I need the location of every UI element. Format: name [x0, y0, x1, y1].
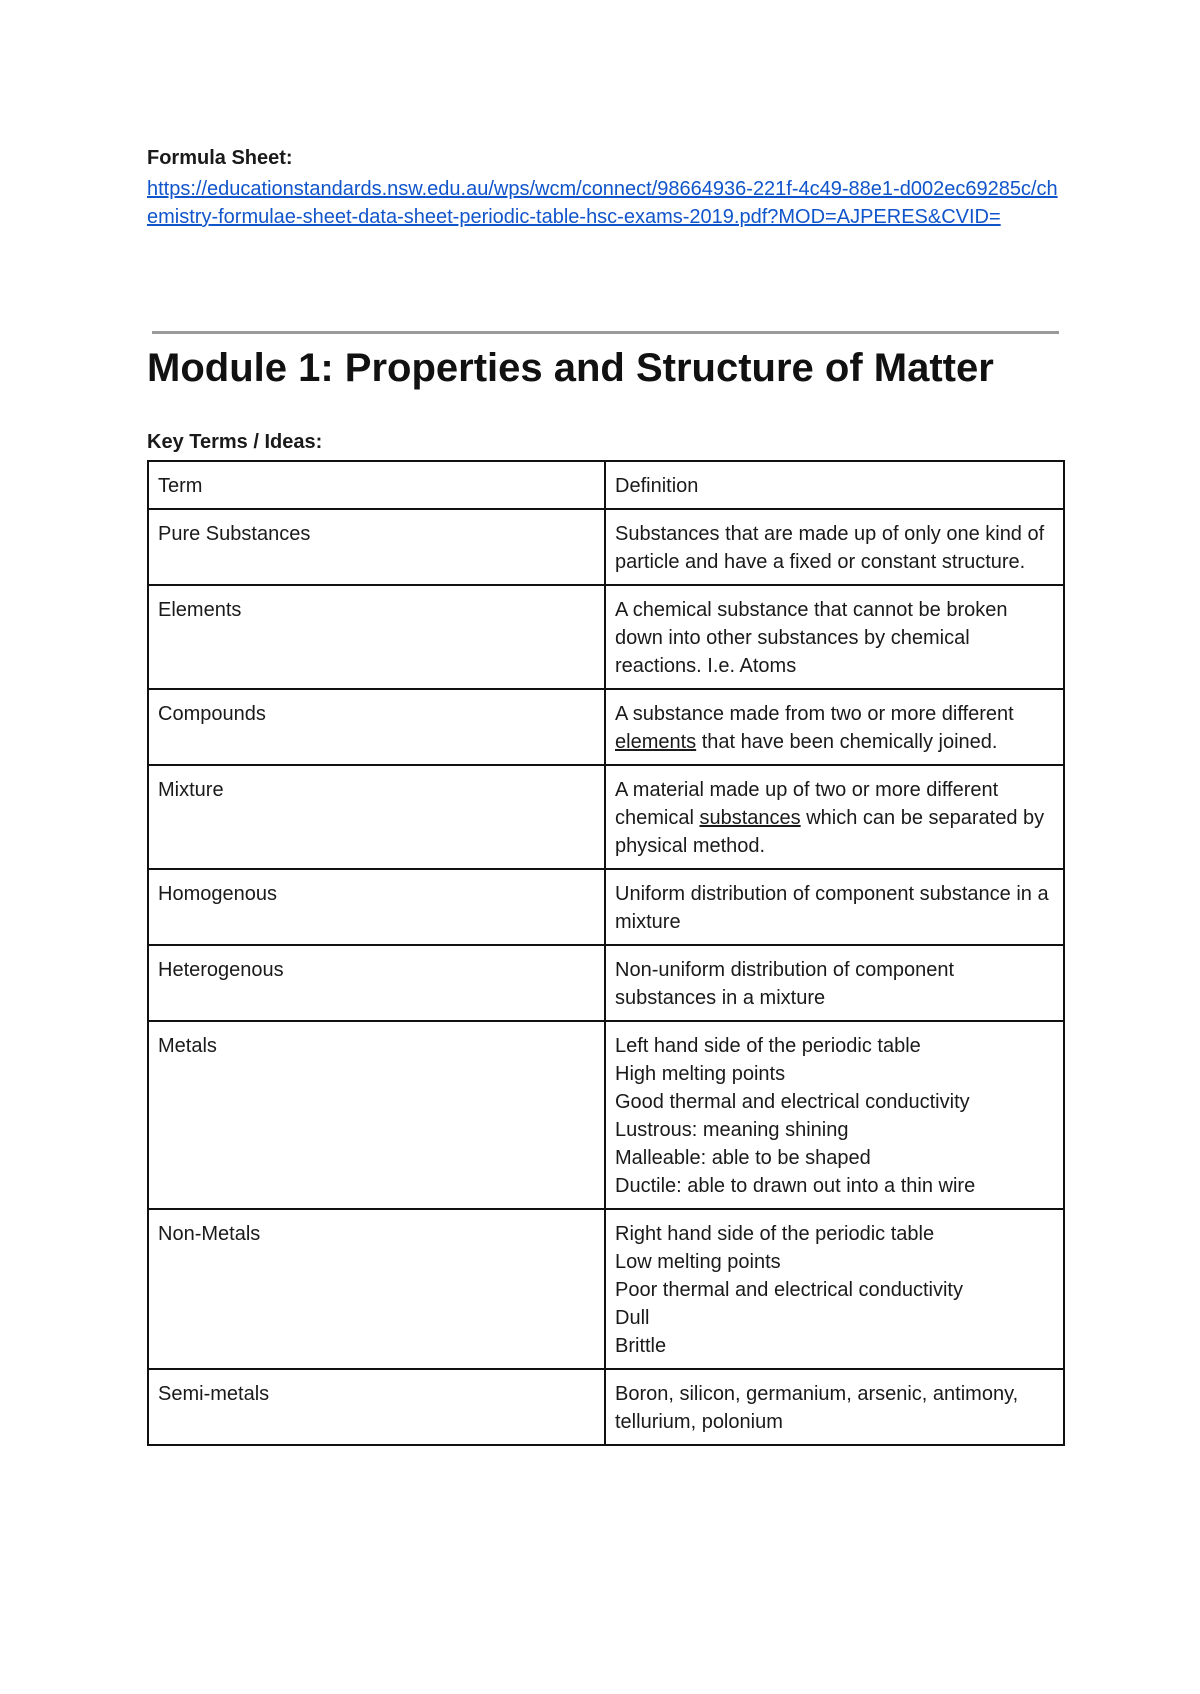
term-cell: Metals	[148, 1021, 605, 1209]
term-cell: Compounds	[148, 689, 605, 765]
term-cell: Non-Metals	[148, 1209, 605, 1369]
definition-text: which can be separated by physical method.	[615, 807, 1045, 857]
definition-cell: Substances that are made up of only one kind of particle and have a fixed or constant structure.	[605, 509, 1064, 585]
definition-cell: A chemical substance that cannot be broken down into other substances by chemical reactions. I.e. Atoms	[605, 585, 1064, 689]
definition-cell: Non-uniform distribution of component substances in a mixture	[605, 945, 1064, 1021]
table-row	[148, 869, 1064, 945]
definition-cell: Left hand side of the periodic table High melting points Good thermal and electrical conductivity Lustrous: meaning shining Malleable: able to be shaped Ductile: able to drawn out into a thin wire	[605, 1021, 1064, 1209]
table-row	[148, 689, 1064, 765]
term-cell: Semi-metals	[148, 1369, 605, 1445]
definition-text: A substance made from two or more different	[615, 703, 1014, 725]
term-cell: Homogenous	[148, 869, 605, 945]
table-row	[148, 1021, 1064, 1209]
table-row	[148, 1209, 1064, 1369]
horizontal-divider	[152, 331, 1059, 334]
definition-text: A material made up of two or more different chemical	[615, 779, 999, 829]
header-definition: Definition	[605, 461, 1064, 509]
table-row	[148, 765, 1064, 869]
definition-cell	[605, 765, 1064, 869]
table-header-row	[148, 461, 1064, 509]
formula-sheet-label: Formula Sheet:	[147, 147, 293, 169]
table-row	[148, 1369, 1064, 1445]
header-term: Term	[148, 461, 605, 509]
table-row	[148, 585, 1064, 689]
underlined-term: substances	[699, 807, 801, 829]
definition-cell: Right hand side of the periodic table Low melting points Poor thermal and electrical conductivity Dull Brittle	[605, 1209, 1064, 1369]
table-row	[148, 945, 1064, 1021]
term-cell: Mixture	[148, 765, 605, 869]
definition-cell: Uniform distribution of component substance in a mixture	[605, 869, 1064, 945]
module-title: Module 1: Properties and Structure of Matter	[147, 346, 994, 390]
term-cell: Elements	[148, 585, 605, 689]
key-terms-label: Key Terms / Ideas:	[147, 431, 323, 453]
term-cell: Pure Substances	[148, 509, 605, 585]
key-terms-table	[147, 460, 1065, 1446]
table-row	[148, 509, 1064, 585]
term-cell: Heterogenous	[148, 945, 605, 1021]
definition-text: that have been chemically joined.	[696, 731, 998, 753]
definition-cell: Boron, silicon, germanium, arsenic, antimony, tellurium, polonium	[605, 1369, 1064, 1445]
underlined-term: elements	[615, 731, 697, 753]
definition-cell	[605, 689, 1064, 765]
formula-sheet-link[interactable]: https://educationstandards.nsw.edu.au/wps/wcm/connect/98664936-221f-4c49-88e1-d002ec69285c/chemistry-formulae-sheet-data-sheet-periodic-table-hsc-exams-2019.pdf?MOD=AJPERES&CVID=	[147, 178, 1058, 228]
